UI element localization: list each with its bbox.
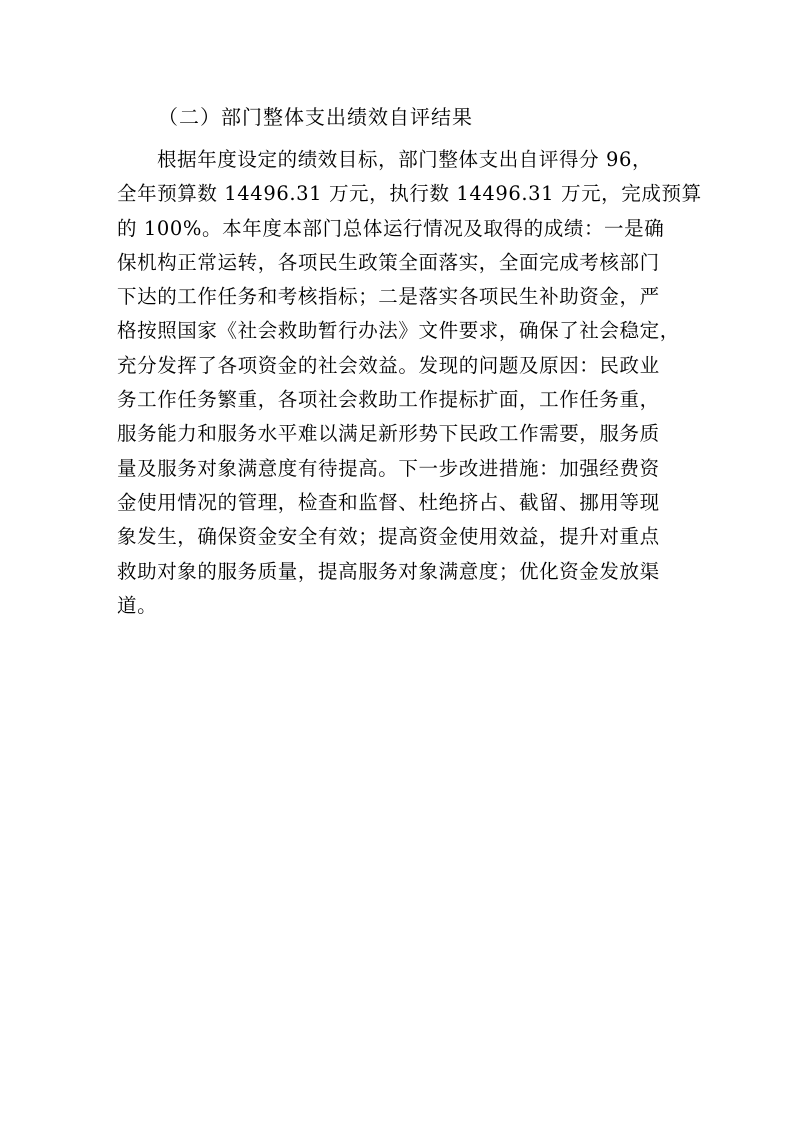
paragraph-line: 下达的工作任务和考核指标；二是落实各项民生补助资金，严 <box>117 285 660 309</box>
paragraph-line: 根据年度设定的绩效目标，部门整体支出自评得分 96， <box>157 148 653 171</box>
paragraph-line: 量及服务对象满意度有待提高。下一步改进措施：加强经费资 <box>117 456 660 480</box>
body-paragraph <box>117 143 702 623</box>
paragraph-line: 的 100%。本年度本部门总体运行情况及取得的成绩：一是确 <box>117 216 665 240</box>
paragraph-line: 金使用情况的管理，检查和监督、杜绝挤占、截留、挪用等现 <box>117 490 660 514</box>
paragraph-line: 象发生，确保资金安全有效；提高资金使用效益，提升对重点 <box>117 525 660 549</box>
paragraph-line: 救助对象的服务质量，提高服务对象满意度；优化资金发放渠 <box>117 559 660 583</box>
paragraph-line: 全年预算数 14496.31 万元，执行数 14496.31 万元，完成预算 <box>117 182 702 206</box>
paragraph-line: 服务能力和服务水平难以满足新形势下民政工作需要，服务质 <box>117 422 660 446</box>
paragraph-line: 保机构正常运转，各项民生政策全面落实，全面完成考核部门 <box>117 250 660 274</box>
paragraph-line: 道。 <box>117 593 158 617</box>
section-heading: （二）部门整体支出绩效自评结果 <box>158 105 473 129</box>
paragraph-line: 务工作任务繁重，各项社会救助工作提标扩面，工作任务重， <box>117 388 660 412</box>
paragraph-line: 格按照国家《社会救助暂行办法》文件要求，确保了社会稳定， <box>117 319 680 343</box>
paragraph-line: 充分发挥了各项资金的社会效益。发现的问题及原因：民政业 <box>117 353 660 377</box>
